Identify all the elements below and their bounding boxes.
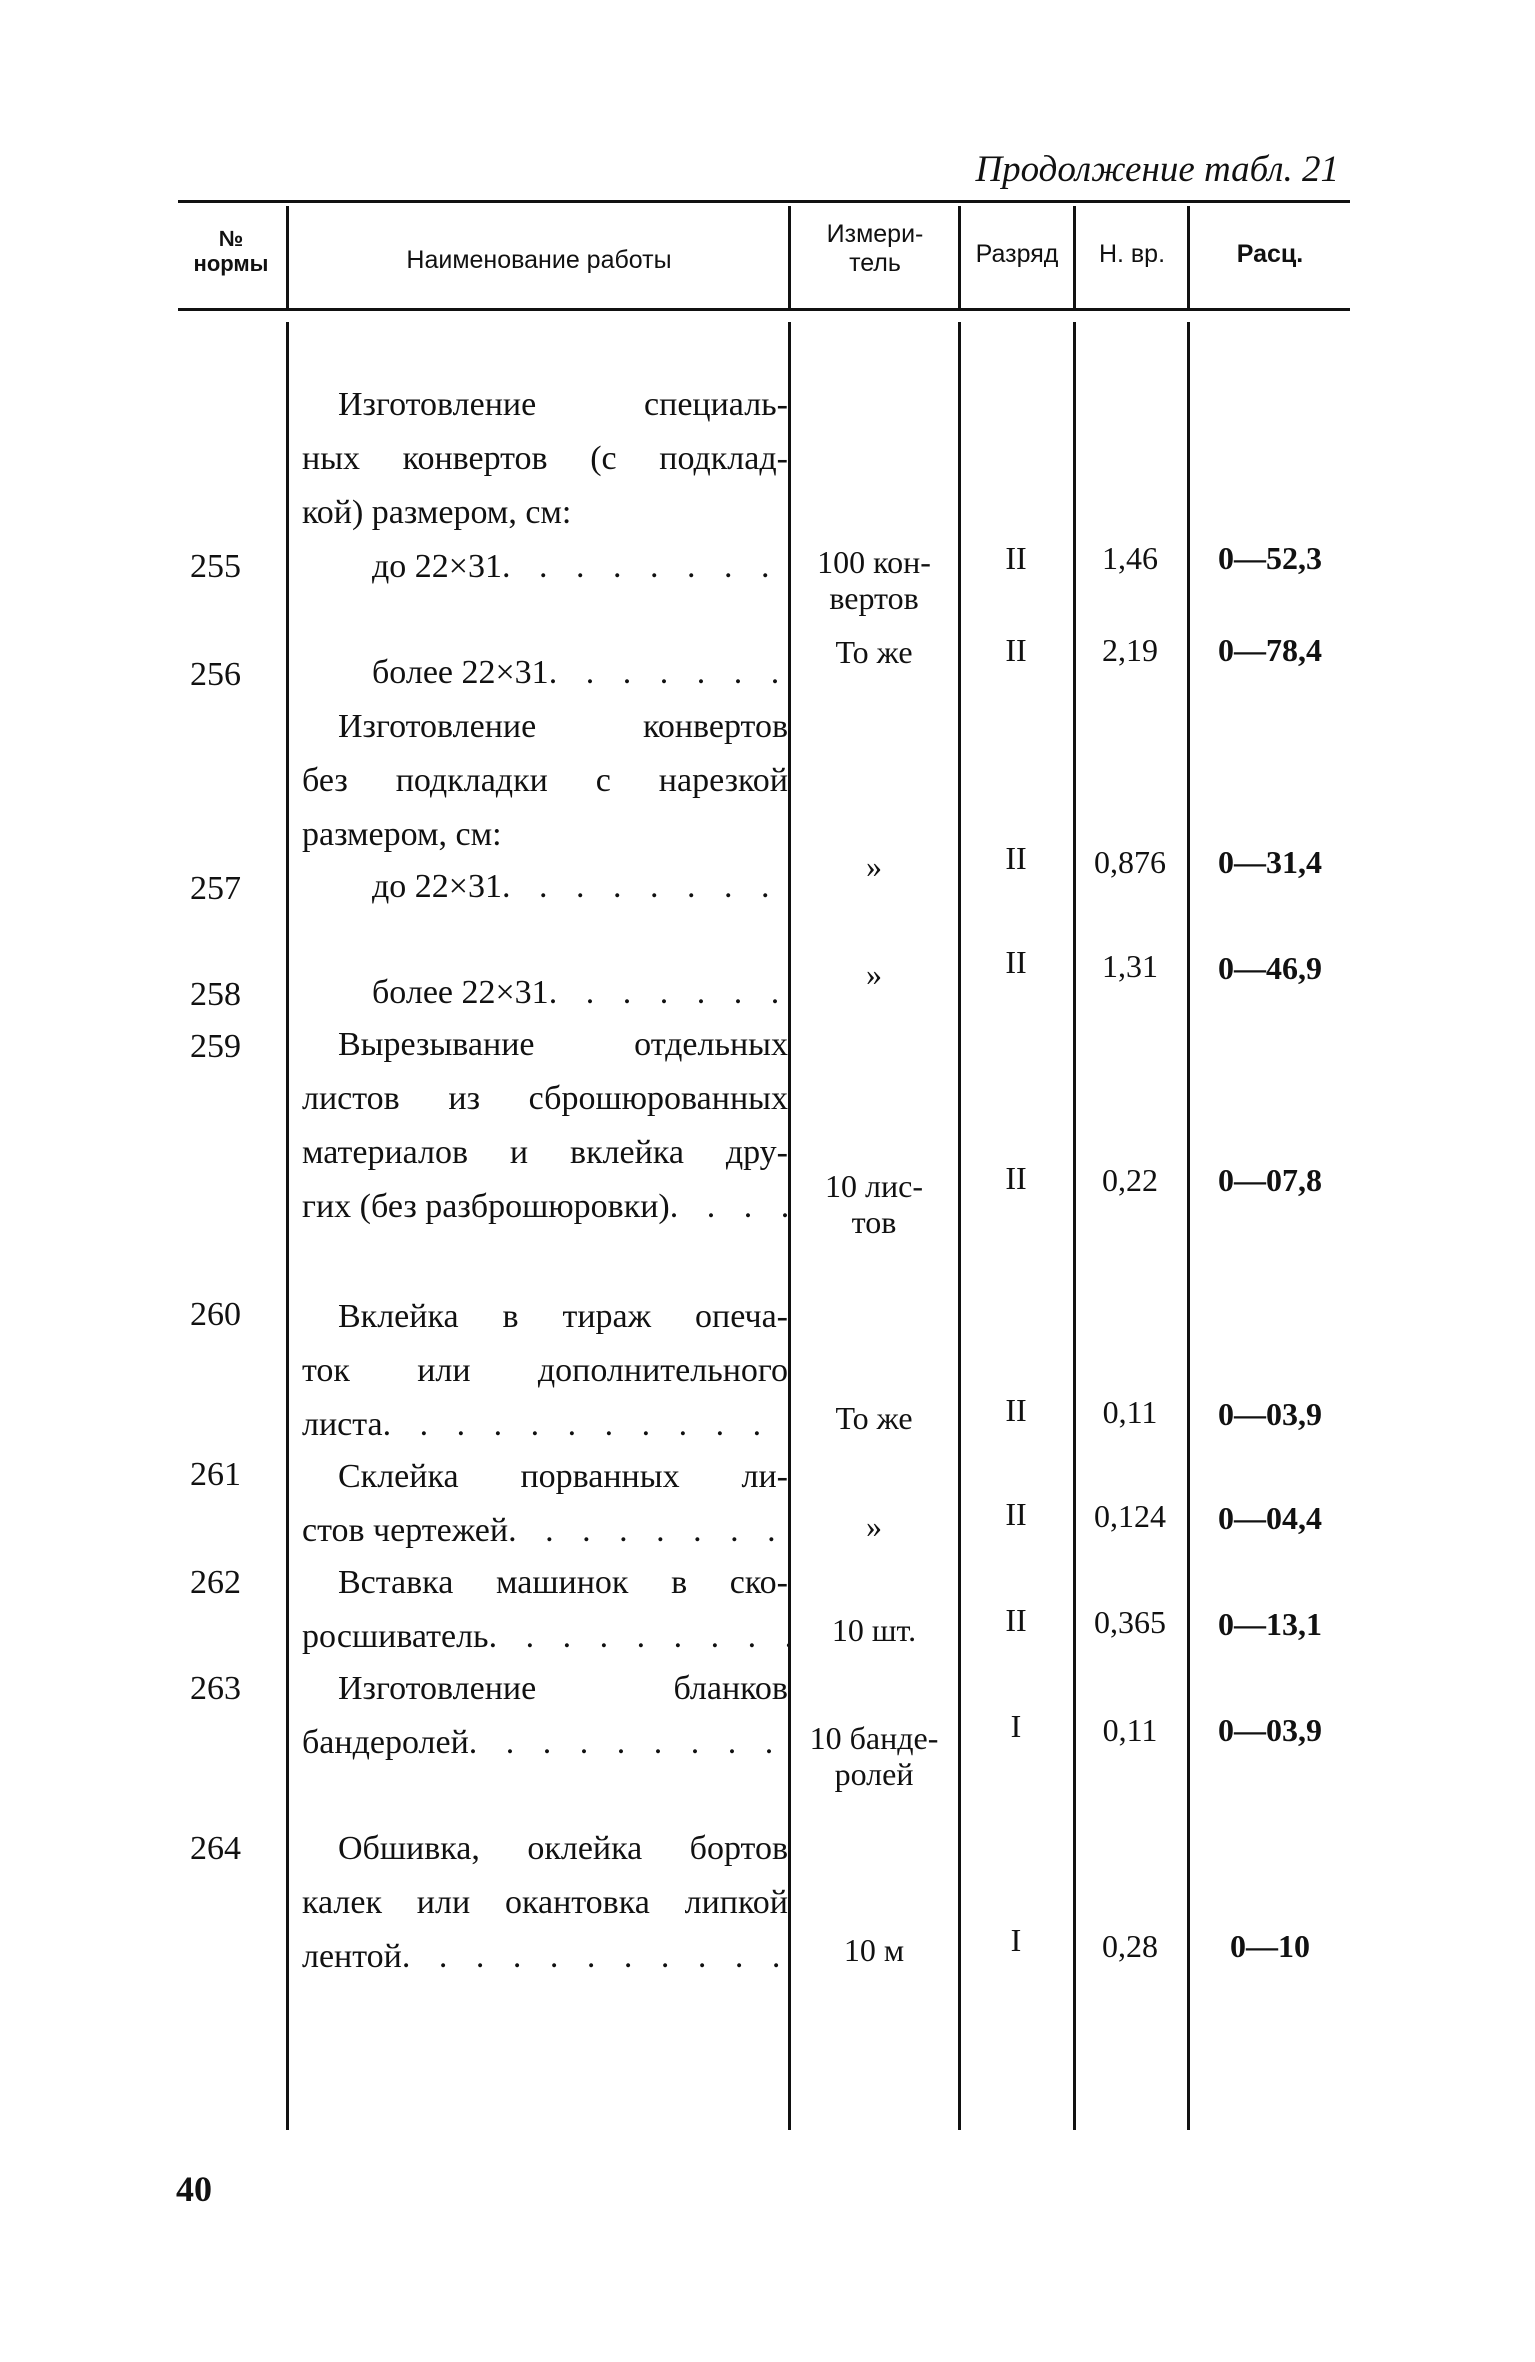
norm-number: 262 xyxy=(190,1564,241,1601)
grade-value: II xyxy=(1005,540,1027,576)
work-name xyxy=(302,1290,788,1452)
time-norm-value: 0,28 xyxy=(1102,1928,1158,1964)
work-name-line: до 22×31 xyxy=(372,868,502,905)
grade-value: II xyxy=(1005,632,1027,668)
work-name xyxy=(302,966,788,1020)
work-name-line: ных конвертов (с подклад- xyxy=(302,440,788,477)
work-name-line: Вставка машинок в ско- xyxy=(338,1564,788,1601)
time-norm-value: 0,11 xyxy=(1102,1712,1158,1748)
work-name xyxy=(302,1822,788,1984)
work-name xyxy=(302,1556,788,1664)
header-rate: Расц. xyxy=(1236,240,1304,268)
unit-value: 10 м xyxy=(843,1932,905,1968)
work-name-line: ток или дополнительного xyxy=(302,1352,788,1389)
body-divider-1 xyxy=(286,322,289,2130)
unit-value: » xyxy=(866,1508,882,1544)
header-divider-5 xyxy=(1187,206,1190,310)
work-name xyxy=(302,860,788,914)
time-norm-value: 0,11 xyxy=(1102,1394,1158,1430)
unit-value: 100 кон- вертов xyxy=(817,544,931,616)
dot-leader xyxy=(402,1930,788,1984)
header-unit: Измери- тель xyxy=(826,220,924,277)
rate-value: 0—07,8 xyxy=(1218,1162,1322,1198)
grade-value: I xyxy=(1010,1708,1022,1744)
norm-number: 263 xyxy=(190,1670,241,1707)
dot-leader xyxy=(469,1716,788,1770)
norm-number: 260 xyxy=(190,1296,241,1333)
header-norm-no: № нормы xyxy=(193,226,269,277)
rate-value: 0—78,4 xyxy=(1218,632,1322,668)
work-name-line: гих (без разброшюровки) xyxy=(302,1188,670,1225)
unit-value: 10 банде- ролей xyxy=(809,1720,939,1792)
header-divider-4 xyxy=(1073,206,1076,310)
grade-value: II xyxy=(1005,1602,1027,1638)
dot-leader xyxy=(489,1610,788,1664)
work-name-line: лентой xyxy=(302,1938,402,1975)
rate-value: 0—03,9 xyxy=(1218,1712,1322,1748)
work-name-line: Изготовление специаль- xyxy=(338,386,788,423)
unit-value: » xyxy=(866,956,882,992)
work-name-line: калек или окантовка липкой xyxy=(302,1884,788,1921)
norm-number: 255 xyxy=(190,548,241,585)
rate-value: 0—10 xyxy=(1230,1928,1310,1964)
work-name-line: Изготовление бланков xyxy=(338,1670,788,1707)
header-divider-3 xyxy=(958,206,961,310)
grade-value: II xyxy=(1005,1392,1027,1428)
dot-leader xyxy=(502,540,788,594)
work-name-line: бандеролей xyxy=(302,1724,469,1761)
rate-value: 0—31,4 xyxy=(1218,844,1322,880)
unit-value: То же xyxy=(835,634,913,670)
grade-value: II xyxy=(1005,944,1027,980)
work-name-line: более 22×31 xyxy=(372,974,549,1011)
work-name-line: кой) размером, см: xyxy=(302,494,572,531)
work-name xyxy=(302,1450,788,1558)
work-name-line: листа xyxy=(302,1406,383,1443)
dot-leader xyxy=(549,966,788,1020)
work-name-line: до 22×31 xyxy=(372,548,502,585)
rate-value: 0—03,9 xyxy=(1218,1396,1322,1432)
grade-value: II xyxy=(1005,840,1027,876)
grade-value: II xyxy=(1005,1496,1027,1532)
work-name xyxy=(302,1018,788,1234)
header-top-rule xyxy=(178,200,1350,203)
norm-number: 258 xyxy=(190,976,241,1013)
time-norm-value: 0,365 xyxy=(1094,1604,1166,1640)
dot-leader xyxy=(508,1504,788,1558)
work-name-line: Вырезывание отдельных xyxy=(338,1026,788,1063)
rate-value: 0—52,3 xyxy=(1218,540,1322,576)
header-time: Н. вр. xyxy=(1098,240,1166,268)
grade-value: I xyxy=(1010,1922,1022,1958)
dot-leader xyxy=(383,1398,788,1452)
header-divider-1 xyxy=(286,206,289,310)
dot-leader xyxy=(549,646,788,700)
work-name xyxy=(302,540,788,594)
rate-value: 0—04,4 xyxy=(1218,1500,1322,1536)
unit-value: » xyxy=(866,848,882,884)
work-name xyxy=(302,1662,788,1770)
unit-value: 10 шт. xyxy=(831,1612,917,1648)
time-norm-value: 2,19 xyxy=(1102,632,1158,668)
grade-value: II xyxy=(1005,1160,1027,1196)
work-name-line: размером, см: xyxy=(302,816,502,853)
unit-value: То же xyxy=(835,1400,913,1436)
work-name-line: Склейка порванных ли- xyxy=(338,1458,788,1495)
norm-number: 256 xyxy=(190,656,241,693)
work-name-line: Вклейка в тираж опеча- xyxy=(338,1298,788,1335)
work-name-line: стов чертежей xyxy=(302,1512,509,1549)
rate-value: 0—46,9 xyxy=(1218,950,1322,986)
rate-value: 0—13,1 xyxy=(1218,1606,1322,1642)
header-bottom-rule xyxy=(178,308,1350,311)
work-name-line: без подкладки с нарезкой xyxy=(302,762,788,799)
header-name: Наименование работы xyxy=(406,246,672,274)
time-norm-value: 0,124 xyxy=(1094,1498,1166,1534)
work-name-line: росшиватель xyxy=(302,1618,489,1655)
page-number: 40 xyxy=(176,2169,212,2209)
body-divider-4 xyxy=(1073,322,1076,2130)
work-name-line: более 22×31 xyxy=(372,654,549,691)
header-grade: Разряд xyxy=(975,240,1059,268)
unit-value: 10 лис- тов xyxy=(825,1168,923,1240)
body-divider-3 xyxy=(958,322,961,2130)
time-norm-value: 0,22 xyxy=(1102,1162,1158,1198)
norm-number: 264 xyxy=(190,1830,241,1867)
work-name-line: листов из сброшюрованных xyxy=(302,1080,788,1117)
work-name xyxy=(302,646,788,700)
row-heading-plain-envelopes xyxy=(302,700,788,862)
norm-number: 261 xyxy=(190,1456,241,1493)
work-name-line: материалов и вклейка дру- xyxy=(302,1134,788,1171)
row-heading-special-envelopes xyxy=(302,378,788,540)
time-norm-value: 0,876 xyxy=(1094,844,1166,880)
dot-leader xyxy=(502,860,788,914)
header-divider-2 xyxy=(788,206,791,310)
table-caption: Продолжение табл. 21 xyxy=(975,149,1339,190)
work-name-line: Обшивка, оклейка бортов xyxy=(338,1830,788,1867)
time-norm-value: 1,46 xyxy=(1102,540,1158,576)
body-divider-5 xyxy=(1187,322,1190,2130)
norm-number: 257 xyxy=(190,870,241,907)
work-name-line: Изготовление конвертов xyxy=(338,708,788,745)
norm-number: 259 xyxy=(190,1028,241,1065)
time-norm-value: 1,31 xyxy=(1102,948,1158,984)
dot-leader xyxy=(670,1180,788,1234)
